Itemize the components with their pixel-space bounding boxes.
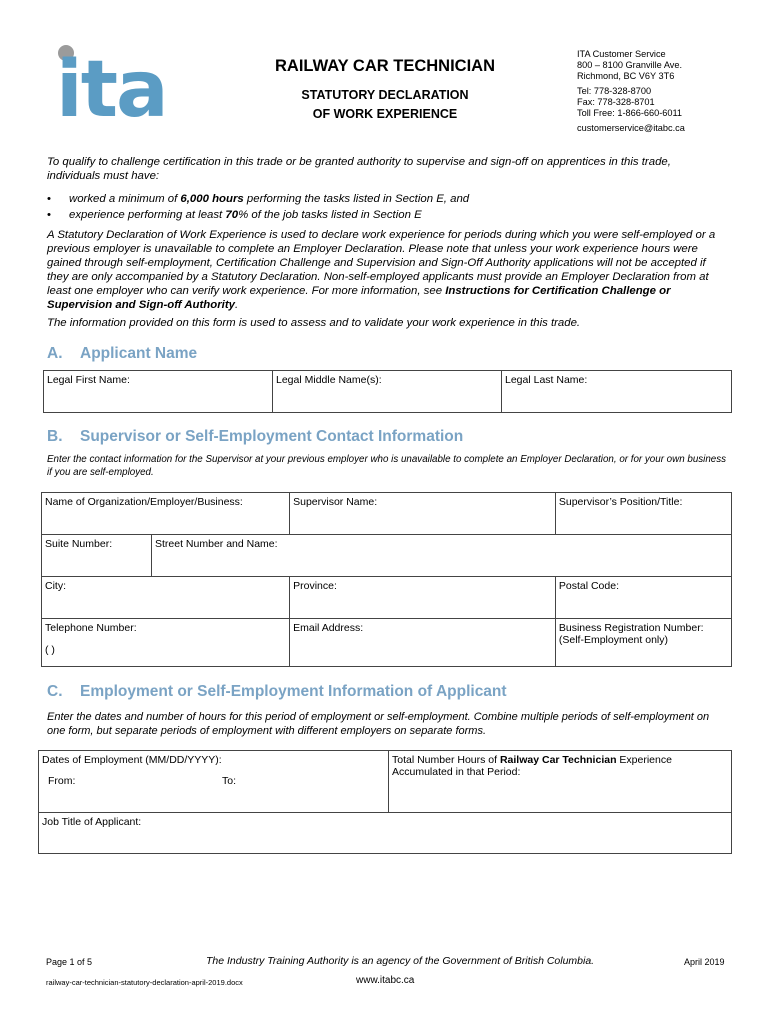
applicant-name-table bbox=[43, 370, 732, 413]
ita-logo: ita bbox=[56, 45, 167, 135]
instructions-link[interactable]: Instructions for Certification Challenge or Supervision and Sign-off Authority bbox=[47, 285, 671, 311]
page-number: Page 1 of 5 bbox=[46, 957, 93, 967]
street-field[interactable]: Street Number and Name: bbox=[152, 535, 732, 577]
area-code-parens: ( ) bbox=[45, 644, 55, 656]
legal-last-name-field[interactable]: Legal Last Name: bbox=[502, 371, 732, 413]
organization-field[interactable]: Name of Organization/Employer/Business: bbox=[42, 493, 290, 535]
to-label: To: bbox=[222, 775, 237, 787]
footer-date: April 2019 bbox=[684, 957, 725, 967]
suite-number-field[interactable]: Suite Number: bbox=[42, 535, 152, 577]
contact-email[interactable]: customerservice@itabc.ca bbox=[577, 123, 685, 133]
intro-paragraph: A Statutory Declaration of Work Experience is used to declare work experience for periods during which you were self-employed or a previous employer is unavailable to complete an Employer Declaration. Please note that unless your work experience hours were gained through self-employment, Certification Challenge and Supervision and Sign-Off Authority applications will not be accepted if they are only accompanied by a Statutory Declaration. Non-self-employed applicants must provide an Employer Declaration from at least one employer who can verify work experience. For more information, see Instructions for Certification Challenge or Supervision and Sign-off Authority. bbox=[47, 229, 716, 311]
supervisor-position-field[interactable]: Supervisor’s Position/Title: bbox=[555, 493, 731, 535]
form-title: RAILWAY CAR TECHNICIAN bbox=[274, 57, 496, 75]
contact-tollfree: Toll Free: 1-866-660-6011 bbox=[577, 108, 683, 118]
bullet-tasks: • experience performing at least 70% of the job tasks listed in Section E bbox=[47, 209, 422, 221]
postal-code-field[interactable]: Postal Code: bbox=[555, 577, 731, 619]
info-line: The information provided on this form is used to assess and to validate your work experience in this trade. bbox=[47, 317, 581, 329]
section-c-note: Enter the dates and number of hours for this period of employment or self-employment. Combine multiple periods of self-employment on one form, but separate periods of employment with different employers on separate forms. bbox=[47, 711, 710, 737]
form-subtitle-2: OF WORK EXPERIENCE bbox=[312, 107, 458, 121]
supervisor-name-field[interactable]: Supervisor Name: bbox=[290, 493, 556, 535]
contact-tel: Tel: 778-328-8700 bbox=[577, 86, 652, 96]
intro-lead: To qualify to challenge certification in this trade or be granted authority to supervise and sign-off on apprentices in this trade, individuals must have: bbox=[47, 156, 671, 182]
from-label: From: bbox=[48, 775, 76, 787]
footer-filename: railway-car-technician-statutory-declaration-april-2019.docx bbox=[46, 978, 243, 987]
business-registration-field[interactable]: Business Registration Number: (Self-Employment only) bbox=[555, 619, 731, 667]
form-subtitle-1: STATUTORY DECLARATION bbox=[301, 88, 469, 102]
job-title-field[interactable]: Job Title of Applicant: bbox=[39, 813, 732, 854]
total-hours-field[interactable]: Total Number Hours of Railway Car Technician Experience Accumulated in that Period: bbox=[389, 751, 732, 813]
province-field[interactable]: Province: bbox=[290, 577, 556, 619]
city-field[interactable]: City: bbox=[42, 577, 290, 619]
contact-block bbox=[577, 49, 685, 134]
employment-info-table bbox=[38, 750, 732, 854]
legal-first-name-field[interactable]: Legal First Name: bbox=[44, 371, 273, 413]
dates-of-employment-field[interactable]: Dates of Employment (MM/DD/YYYY): From: To: bbox=[39, 751, 389, 813]
agency-statement: The Industry Training Authority is an agency of the Government of British Columbia. bbox=[206, 955, 595, 967]
section-a-heading: A. Applicant Name bbox=[47, 345, 198, 362]
section-b-note: Enter the contact information for the Supervisor at your previous employer who is unavailable to complete an Employer Declaration, or for your own business if you are self-employed. bbox=[47, 454, 727, 478]
contact-fax: Fax: 778-328-8701 bbox=[577, 97, 655, 107]
bullet-hours: • worked a minimum of 6,000 hours performing the tasks listed in Section E, and bbox=[47, 193, 470, 205]
footer-website[interactable]: www.itabc.ca bbox=[356, 975, 415, 986]
section-b-heading: B. Supervisor or Self-Employment Contact Information bbox=[47, 428, 464, 445]
contact-org: ITA Customer Service bbox=[577, 49, 666, 59]
contact-address-2: Richmond, BC V6Y 3T6 bbox=[577, 71, 675, 81]
email-field[interactable]: Email Address: bbox=[290, 619, 556, 667]
telephone-field[interactable]: Telephone Number: ( ) bbox=[42, 619, 290, 667]
contact-info-table bbox=[41, 492, 732, 667]
contact-address-1: 800 – 8100 Granville Ave. bbox=[577, 60, 683, 70]
legal-middle-name-field[interactable]: Legal Middle Name(s): bbox=[273, 371, 502, 413]
section-c-heading: C. Employment or Self-Employment Information of Applicant bbox=[47, 683, 507, 700]
